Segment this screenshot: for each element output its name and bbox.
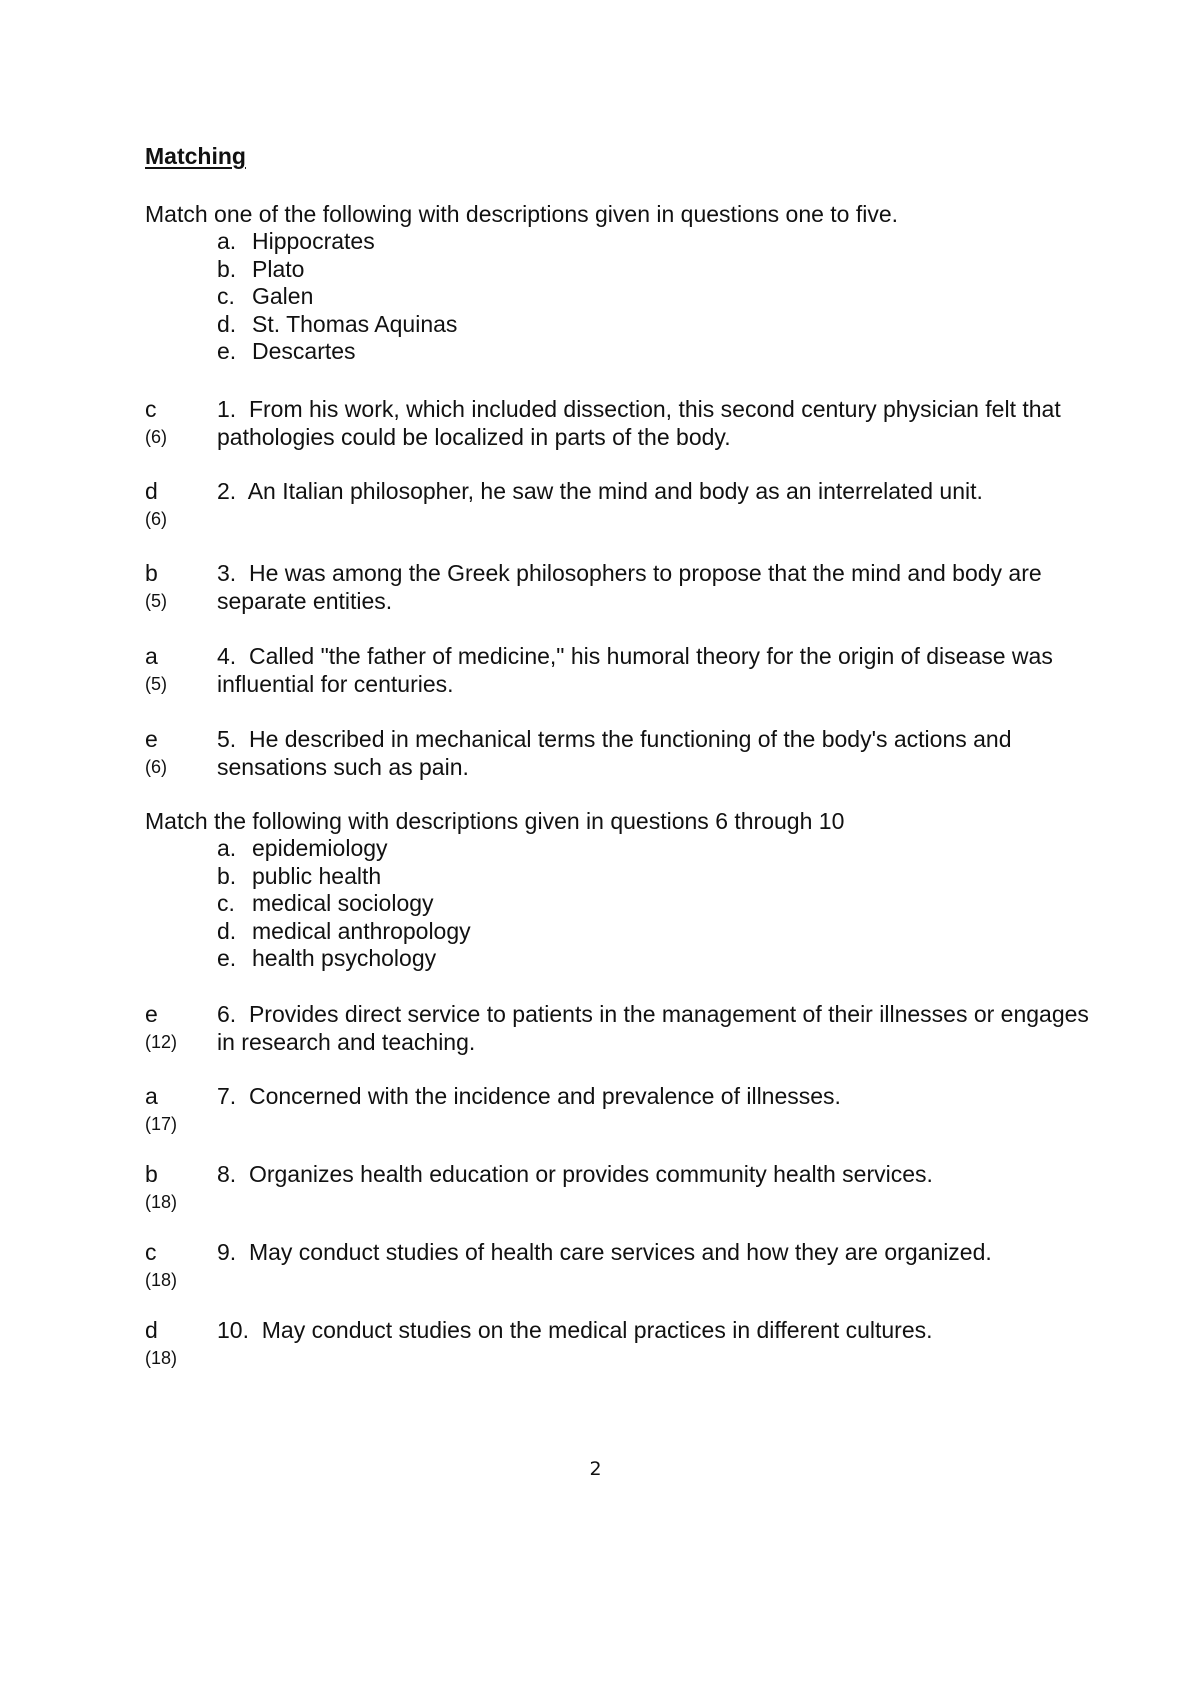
answer-key: a (145, 643, 158, 669)
option-text: St. Thomas Aquinas (252, 310, 458, 337)
question-1 (145, 395, 1105, 451)
question-body: Called "the father of medicine," his humoral theory for the origin of disease was influential for centuries. (217, 643, 1053, 697)
option-item (145, 283, 1105, 311)
question-body: An Italian philosopher, he saw the mind and body as an interrelated unit. (247, 478, 983, 504)
question-2 (145, 477, 1105, 533)
option-letter: d. (217, 310, 237, 337)
answer-key: d (145, 1317, 158, 1343)
question-text (217, 725, 1097, 781)
section-2-options (145, 835, 1105, 973)
option-text: epidemiology (252, 835, 388, 861)
section-1-options (145, 228, 1105, 366)
page-reference: (18) (145, 1192, 178, 1212)
page-reference: (17) (145, 1114, 178, 1134)
question-text (217, 395, 1097, 451)
option-text: health psychology (252, 945, 437, 971)
question-number: 7. (217, 1083, 237, 1109)
question-number: 6. (217, 1001, 237, 1027)
answer-key: b (145, 1161, 158, 1187)
option-text: medical anthropology (252, 917, 471, 944)
answer-key: e (145, 726, 158, 752)
question-number: 1. (217, 396, 237, 422)
question-text (217, 642, 1097, 698)
option-item (145, 311, 1105, 339)
question-text (217, 1316, 1097, 1344)
question-body: May conduct studies on the medical practices in different cultures. (261, 1317, 933, 1343)
question-6 (145, 1000, 1105, 1056)
answer-key: a (145, 1083, 158, 1109)
page-reference: (6) (145, 427, 167, 447)
option-text: Galen (252, 283, 314, 309)
question-number: 4. (217, 643, 237, 669)
question-body: Organizes health education or provides community health services. (248, 1161, 933, 1187)
answer-key: d (145, 478, 158, 504)
page-reference: (5) (145, 674, 167, 694)
option-item (145, 945, 1105, 973)
question-body: May conduct studies of health care services and how they are organized. (248, 1239, 992, 1265)
answer-key: c (145, 396, 157, 422)
page-title: Matching (145, 143, 246, 169)
question-body: Concerned with the incidence and prevalence of illnesses. (248, 1083, 841, 1109)
question-text (217, 1160, 1097, 1188)
question-number: 9. (217, 1239, 237, 1265)
option-item (145, 228, 1105, 256)
question-10 (145, 1316, 1105, 1372)
question-8 (145, 1160, 1105, 1216)
section-1-instructions: Match one of the following with descriptions given in questions one to five. (145, 201, 899, 227)
option-text: Descartes (252, 338, 356, 364)
page-number: 2 (589, 1458, 602, 1480)
question-text (217, 1238, 1097, 1266)
answer-key: c (145, 1239, 157, 1265)
question-9 (145, 1238, 1105, 1294)
question-number: 8. (217, 1161, 237, 1187)
answer-key: b (145, 560, 158, 586)
question-4 (145, 642, 1105, 698)
question-body: He described in mechanical terms the functioning of the body's actions and sensations such as pain. (217, 726, 1012, 780)
option-letter: e. (217, 338, 237, 364)
page-reference: (6) (145, 509, 167, 529)
answer-key: e (145, 1001, 158, 1027)
option-text: medical sociology (252, 890, 434, 916)
option-item (145, 338, 1105, 366)
option-text: Hippocrates (252, 228, 375, 254)
option-item (145, 890, 1105, 918)
page-reference: (12) (145, 1032, 178, 1052)
option-text: public health (252, 862, 382, 889)
question-text (217, 1000, 1097, 1056)
section-1 (145, 200, 1105, 366)
question-text (217, 477, 1097, 505)
page-reference: (6) (145, 757, 167, 777)
question-body: He was among the Greek philosophers to propose that the mind and body are separate entities. (217, 560, 1042, 614)
question-number: 10. (217, 1317, 249, 1343)
question-text (217, 559, 1097, 615)
option-letter: c. (217, 283, 235, 309)
option-letter: c. (217, 890, 235, 916)
option-letter: a. (217, 835, 237, 861)
option-item (145, 918, 1105, 946)
section-2-instructions: Match the following with descriptions given in questions 6 through 10 (145, 808, 845, 834)
option-letter: b. (217, 255, 237, 282)
question-5 (145, 725, 1105, 781)
section-2 (145, 807, 1105, 973)
option-item (145, 835, 1105, 863)
question-7 (145, 1082, 1105, 1138)
option-letter: a. (217, 228, 237, 254)
question-3 (145, 559, 1105, 615)
page-reference: (18) (145, 1270, 178, 1290)
option-letter: b. (217, 862, 237, 889)
option-letter: d. (217, 917, 237, 944)
question-text (217, 1082, 1097, 1110)
question-number: 2. (217, 478, 237, 504)
question-number: 5. (217, 726, 237, 752)
page-reference: (18) (145, 1348, 178, 1368)
option-text: Plato (252, 255, 305, 282)
question-body: Provides direct service to patients in the management of their illnesses or engages in research and teaching. (217, 1001, 1089, 1055)
option-item (145, 863, 1105, 891)
question-number: 3. (217, 560, 237, 586)
option-item (145, 256, 1105, 284)
option-letter: e. (217, 945, 237, 971)
page-reference: (5) (145, 591, 167, 611)
question-body: From his work, which included dissection, this second century physician felt that pathologies could be localized in parts of the body. (217, 396, 1061, 450)
